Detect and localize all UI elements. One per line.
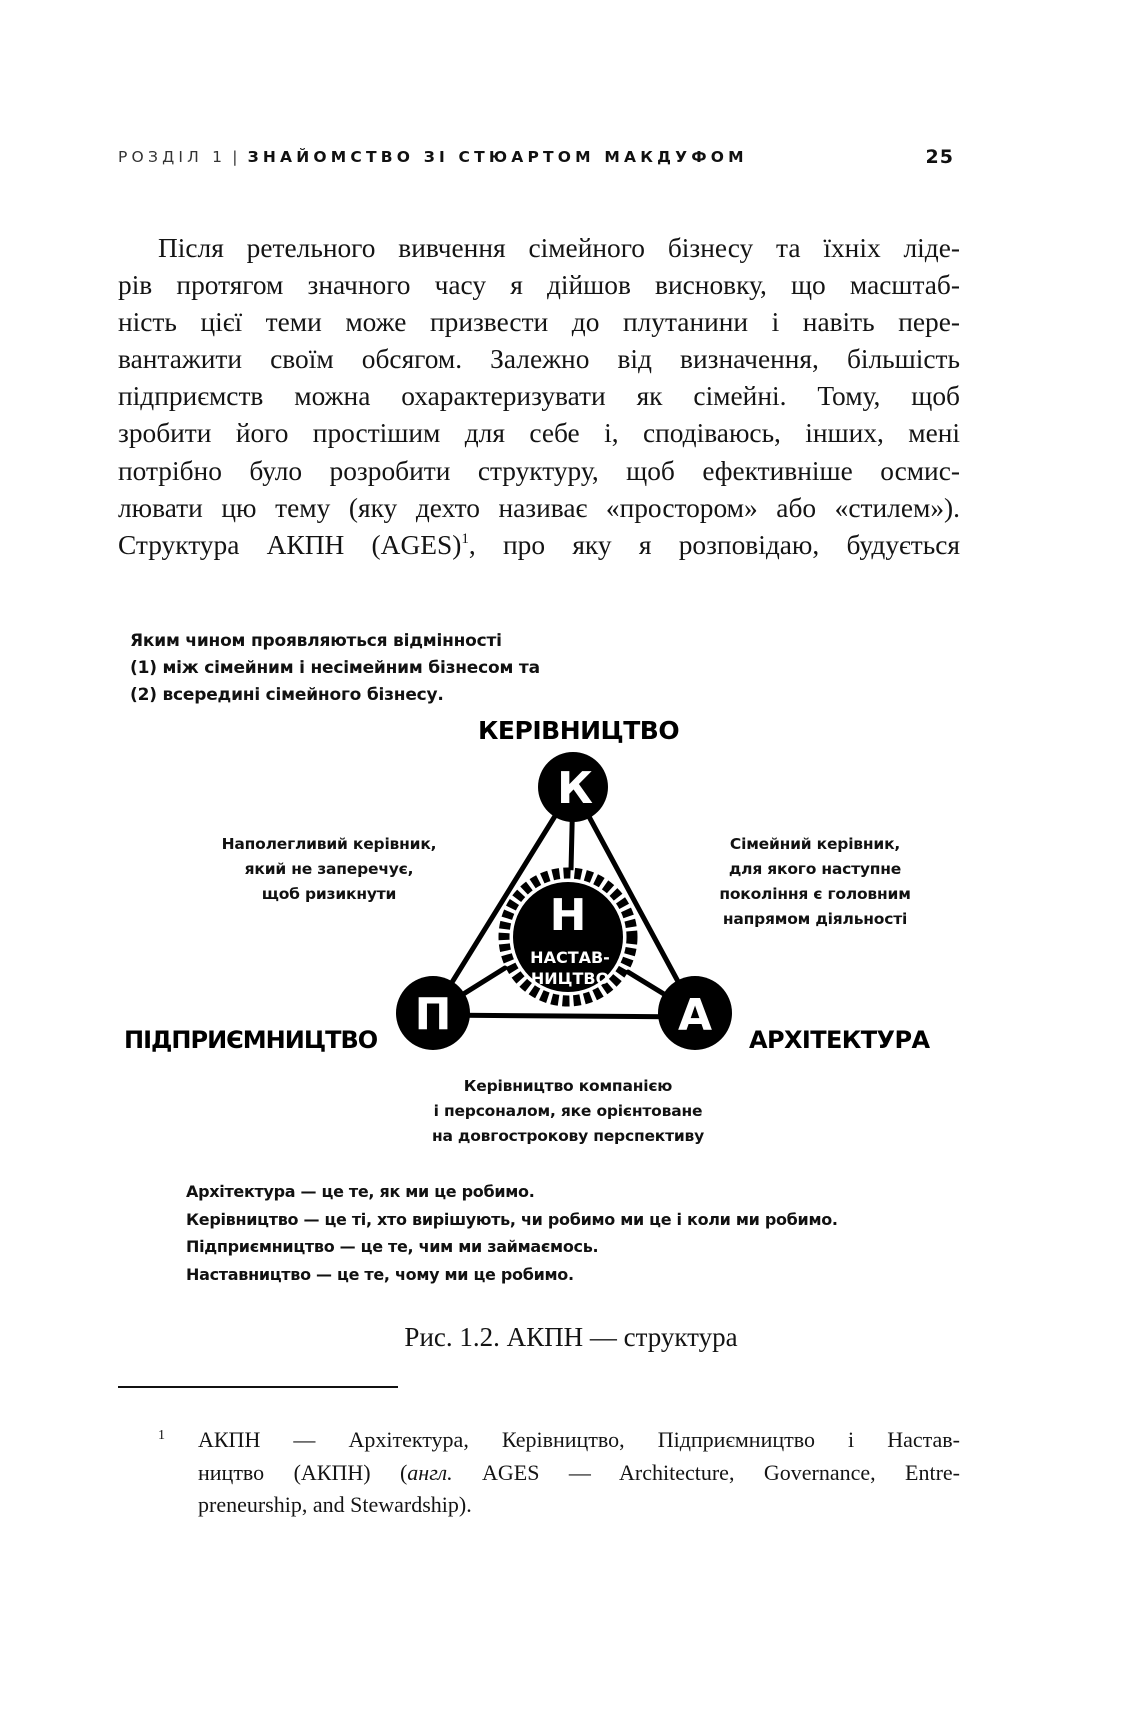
- footnote-text: АКПН — Архітектура, Керівництво, Підприємництво і Настав- ництво (АКПН) (англ. AGES — Architecture, Governance, Entre- preneurship, and Stewardship).: [198, 1427, 960, 1517]
- label-entrepreneurship: ПІДПРИЄМНИЦТВО: [124, 1026, 378, 1054]
- body-line: ність цієї теми може призвести до плутанини і навіть пере-: [118, 307, 960, 338]
- figure-definitions: [186, 1178, 838, 1288]
- definition-item: Архітектура — це те, як ми це робимо.: [186, 1182, 535, 1201]
- definition-item: Наставництво — це те, чому ми це робимо.: [186, 1264, 574, 1284]
- body-line: лювати цю тему (яку дехто називає «простором» або «стилем»).: [118, 492, 960, 523]
- footnote-number: 1: [158, 1428, 165, 1443]
- body-line-last: Структура АКПН (AGES)$^1$, про яку я розповідаю, будується: [118, 529, 960, 560]
- body-line: Після ретельного вивчення сімейного бізнесу та їхніх лідe-: [158, 233, 960, 263]
- label-governance: КЕРІВНИЦТВО: [478, 716, 680, 745]
- chapter-title: ЗНАЙОМСТВО ЗІ СТЮАРТОМ МАКДУФОМ: [247, 148, 748, 166]
- definition-item: Керівництво — це ті, хто вирішують, чи робимо ми це і коли ми робимо.: [186, 1209, 838, 1229]
- node-k-letter: К: [557, 763, 593, 814]
- chapter-label: РОЗДІЛ 1: [118, 148, 227, 166]
- definition-item: Підприємництво — це те, чим ми займаємось.: [186, 1237, 599, 1256]
- footnote-ref[interactable]: 1: [461, 530, 469, 547]
- footnote-rule: [118, 1386, 398, 1388]
- node-n-letter: Н: [549, 890, 587, 941]
- figure-intro: Яким чином проявляються відмінності (1) між сімейним і несімейним бізнесом та (2) всередині сімейного бізнесу.: [130, 631, 540, 705]
- page-number: 25: [925, 146, 954, 168]
- desc-governance-architecture: Сімейний керівник, для якого наступне покоління є головним напрямом діяльності: [719, 835, 911, 928]
- desc-entrepreneurship-architecture: Керівництво компанією і персоналом, яке орієнтоване на довгострокову перспективу: [431, 1077, 705, 1145]
- node-n-text-1: НАСТАВ-: [530, 948, 610, 967]
- label-architecture: АРХІТЕКТУРА: [749, 1026, 930, 1054]
- body-line: потрібно було розробити структуру, щоб ефективніше осмис-: [118, 455, 960, 486]
- body-line: зробити його простішим для себе і, сподіваюсь, інших, мені: [118, 418, 960, 449]
- desc-entrepreneurship-governance: Наполегливий керівник, який не заперечує, щоб ризикнути: [221, 835, 437, 903]
- running-head-separator: |: [232, 148, 242, 166]
- body-line: підприємств можна охарактеризувати як сімейні. Тому, щоб: [118, 381, 960, 412]
- node-a-letter: А: [677, 990, 713, 1041]
- figure-caption: Рис. 1.2. АКПН — структура: [404, 1322, 738, 1352]
- node-n-text-2: НИЦТВО: [530, 969, 610, 988]
- node-p-letter: П: [414, 989, 452, 1040]
- body-line: рів протягом значного часу я дійшов висновку, що масштаб-: [118, 270, 960, 301]
- body-line: вантажити своїм обсягом. Залежно від визначення, більшість: [118, 344, 960, 375]
